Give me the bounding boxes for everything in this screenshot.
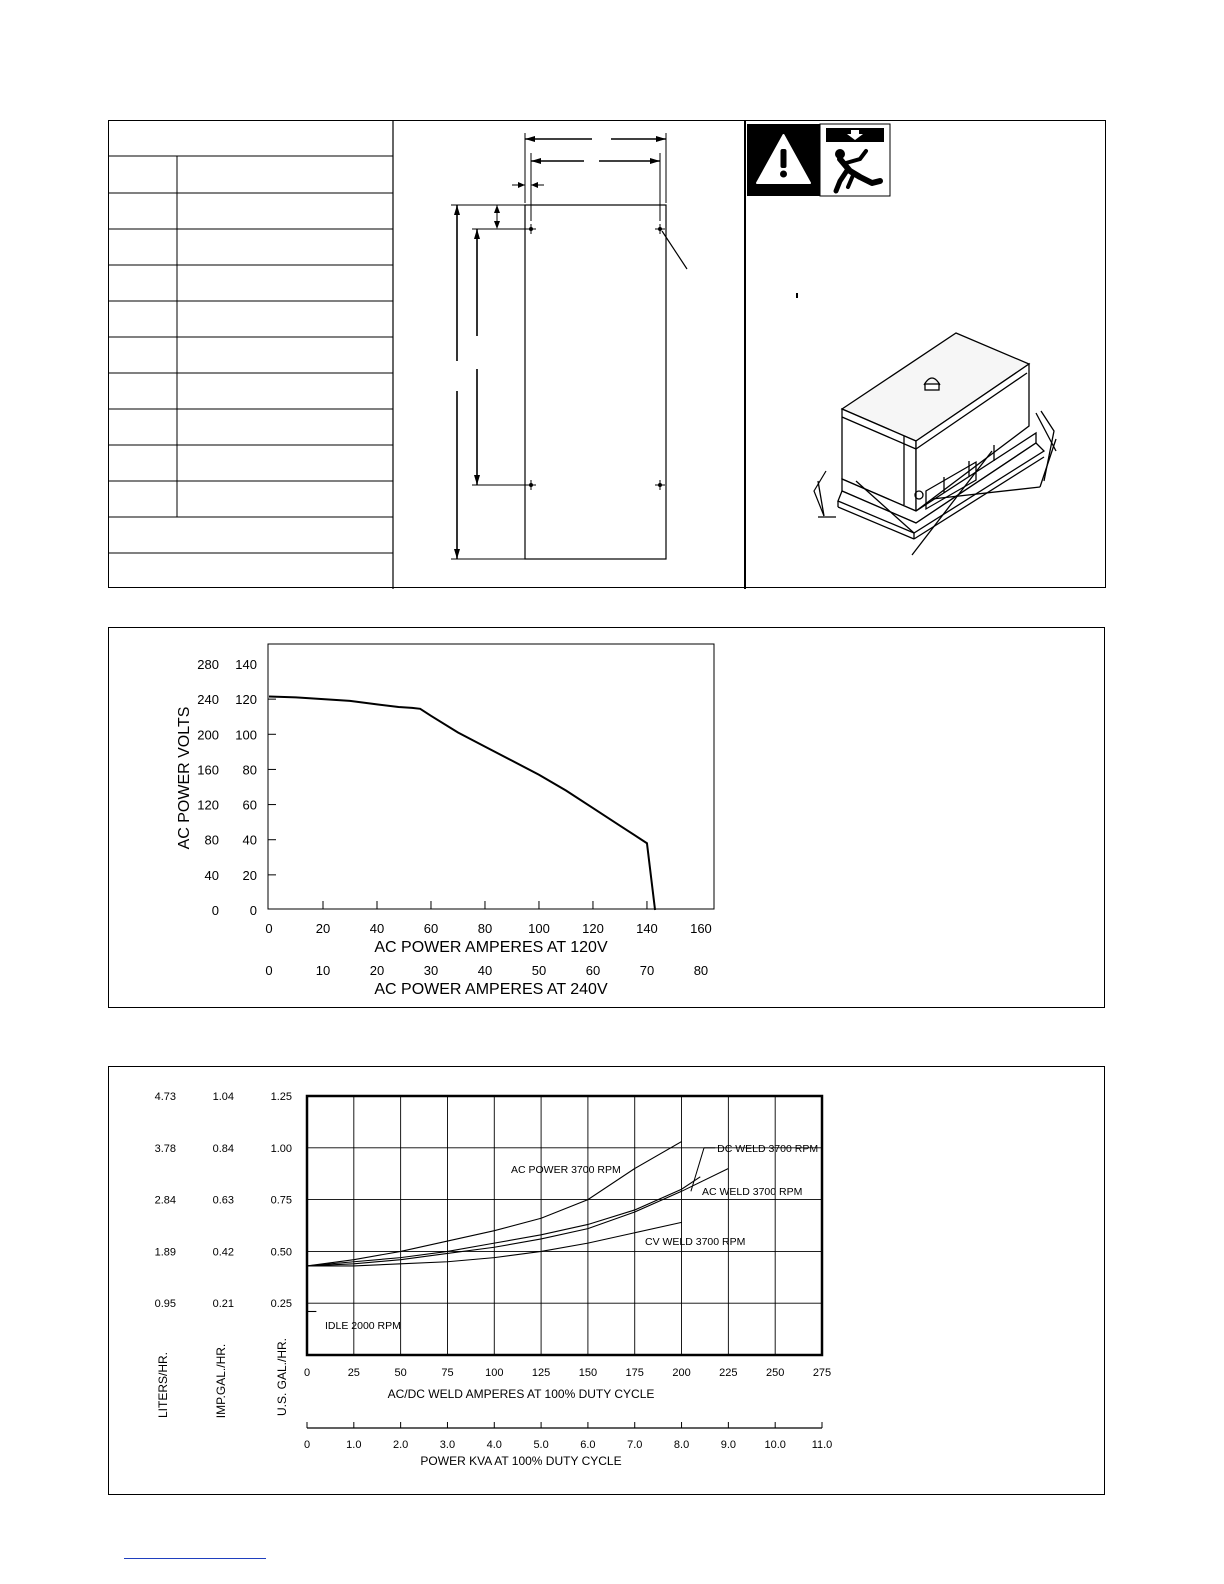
warning-triangle-icon [747, 124, 820, 196]
y-tick-label-volts-240: 120 [197, 797, 219, 813]
x-tick-label-amps: 200 [672, 1367, 691, 1379]
small-mark [796, 293, 798, 298]
x-tick-label-240v: 60 [585, 963, 601, 978]
x-tick-label-240v: 80 [693, 963, 709, 978]
x-tick-label-kva: 5.0 [533, 1439, 549, 1451]
us-gal-axis-label: U.S. GAL./HR. [275, 1337, 289, 1417]
x-tick-label-120v: 40 [369, 921, 385, 936]
x-tick-label-amps: 75 [441, 1367, 454, 1379]
footer-link-rule[interactable] [124, 1558, 266, 1559]
x-tick-label-240v: 30 [423, 963, 439, 978]
x-tick-label-kva: 4.0 [486, 1439, 502, 1451]
series-label-idle: IDLE 2000 RPM [325, 1320, 401, 1332]
x-tick-label-amps: 125 [531, 1367, 551, 1379]
y-tick-label-volts-240: 40 [204, 867, 219, 883]
series-label-ac-weld: AC WELD 3700 RPM [702, 1186, 803, 1198]
x-tick-label-120v: 80 [477, 921, 493, 936]
x-tick-label-amps: 250 [766, 1367, 785, 1379]
label-leader [691, 1148, 704, 1192]
x-tick-label-120v: 160 [690, 921, 712, 936]
y-tick-label-volts-240: 240 [197, 692, 219, 708]
x-tick-label-240v: 0 [265, 963, 273, 978]
x-tick-label-240v: 50 [531, 963, 547, 978]
hole-spacing-length-dimension [472, 229, 531, 485]
series-label-cv-weld: CV WELD 3700 RPM [645, 1236, 746, 1248]
x-tick-label-240v: 70 [639, 963, 655, 978]
x-tick-label-kva: 0 [303, 1439, 311, 1451]
hole-offset-dimension [494, 205, 500, 229]
fuel-consumption-panel [108, 1066, 1105, 1495]
x-tick-label-120v: 60 [423, 921, 439, 936]
y-tick-label-imp-gal: 1.04 [212, 1091, 234, 1103]
series-line-ac-power [269, 697, 655, 910]
y-tick-label-imp-gal: 0.63 [212, 1194, 234, 1207]
y-tick-label-liters: 2.84 [154, 1194, 176, 1207]
y-tick-label-volts-120: 120 [235, 692, 257, 708]
base-outline [525, 205, 666, 559]
x-tick-label-kva: 11.0 [811, 1439, 833, 1451]
y-tick-label-liters: 0.95 [154, 1298, 176, 1311]
y-tick-label-volts-120: 100 [235, 727, 257, 743]
y-tick-label-volts-240: 160 [197, 762, 219, 778]
x-tick-label-amps: 100 [485, 1367, 504, 1379]
x-tick-label-240v: 20 [369, 963, 385, 978]
x-axis-label-120v: AC POWER AMPERES AT 120V [374, 939, 608, 956]
x-tick-label-amps: 50 [394, 1367, 407, 1379]
y-tick-label-imp-gal: 0.42 [212, 1246, 234, 1259]
mounting-hole [655, 480, 665, 490]
x-tick-label-120v: 120 [582, 921, 604, 936]
lifting-warning-area [744, 121, 1106, 589]
fuel-consumption-chart [109, 1067, 1104, 1494]
y-tick-label-volts-240: 280 [197, 657, 219, 672]
x-tick-label-kva: 3.0 [439, 1439, 456, 1451]
x-tick-label-amps: 25 [347, 1367, 360, 1379]
y-tick-label-us-gal: 1.00 [270, 1142, 292, 1155]
x-tick-label-240v: 40 [477, 963, 493, 978]
series-label-dc-weld: DC WELD 3700 RPM [717, 1142, 819, 1155]
x-tick-label-amps: 275 [812, 1367, 832, 1379]
welder-generator-drawing [814, 333, 1056, 555]
plot-frame [307, 1096, 822, 1355]
x-tick-label-120v: 20 [315, 921, 331, 936]
y-tick-label-volts-240: 80 [204, 832, 219, 848]
x-tick-label-kva: 10.0 [764, 1439, 786, 1451]
x-tick-label-amps: 150 [578, 1367, 598, 1379]
y-tick-label-volts-240: 200 [197, 727, 219, 743]
y-tick-label-volts-120: 0 [249, 903, 257, 918]
series-label-ac-power: AC POWER 3700 RPM [511, 1164, 621, 1176]
x-axis-label-amps: AC/DC WELD AMPERES AT 100% DUTY CYCLE [387, 1387, 655, 1401]
x-tick-label-120v: 140 [636, 921, 658, 936]
dimensions-diagram [394, 121, 744, 589]
y-tick-label-volts-120: 40 [242, 832, 257, 848]
ac-power-chart [109, 628, 1104, 1007]
x-tick-label-240v: 10 [315, 963, 331, 978]
spec-table [109, 121, 394, 589]
x-tick-label-120v: 100 [528, 921, 550, 936]
x-axis-label-240v: AC POWER AMPERES AT 240V [374, 981, 608, 998]
x-tick-label-kva: 1.0 [346, 1439, 362, 1451]
x-tick-label-amps: 175 [625, 1367, 644, 1379]
y-tick-label-liters: 1.89 [154, 1246, 176, 1259]
y-tick-label-liters: 3.78 [154, 1142, 176, 1155]
edge-offset-dimension [512, 182, 544, 188]
x-axis-label-kva: POWER KVA AT 100% DUTY CYCLE [420, 1454, 622, 1468]
y-tick-label-volts-120: 80 [242, 762, 257, 778]
x-tick-label-kva: 2.0 [392, 1439, 409, 1451]
x-tick-label-amps: 225 [719, 1367, 738, 1379]
y-tick-label-volts-120: 60 [242, 797, 257, 813]
liters-axis-label: LITERS/HR. [156, 1351, 170, 1419]
y-tick-label-us-gal: 0.75 [270, 1194, 292, 1207]
y-tick-label-volts-120: 20 [242, 867, 257, 883]
x-tick-label-kva: 6.0 [580, 1439, 596, 1451]
spec-dimensions-panel [108, 120, 1106, 588]
y-tick-label-imp-gal: 0.21 [212, 1298, 234, 1311]
x-tick-label-kva: 8.0 [673, 1439, 690, 1451]
falling-equipment-icon [820, 124, 890, 196]
hole-spacing-width-dimension [531, 153, 660, 221]
x-tick-label-amps: 0 [303, 1367, 311, 1379]
y-tick-label-imp-gal: 0.84 [212, 1142, 234, 1155]
y-tick-label-us-gal: 1.25 [270, 1091, 292, 1103]
y-tick-label-us-gal: 0.25 [270, 1298, 292, 1311]
x-tick-label-kva: 7.0 [627, 1439, 643, 1451]
series-line-dc-weld [307, 1177, 700, 1266]
y-tick-label-us-gal: 0.50 [270, 1246, 292, 1259]
y-tick-label-liters: 4.73 [154, 1091, 176, 1103]
overall-width-dimension [525, 133, 666, 203]
plot-frame [268, 644, 714, 909]
x-tick-label-kva: 9.0 [720, 1439, 737, 1451]
y-axis-label: AC POWER VOLTS [176, 706, 193, 850]
y-tick-label-volts-120: 140 [235, 657, 257, 672]
x-tick-label-120v: 0 [265, 921, 273, 936]
overall-length-dimension [451, 205, 525, 559]
y-tick-label-volts-240: 0 [211, 903, 219, 918]
imp-gal-axis-label: IMP.GAL./HR. [214, 1343, 228, 1419]
ac-power-curve-panel [108, 627, 1105, 1008]
